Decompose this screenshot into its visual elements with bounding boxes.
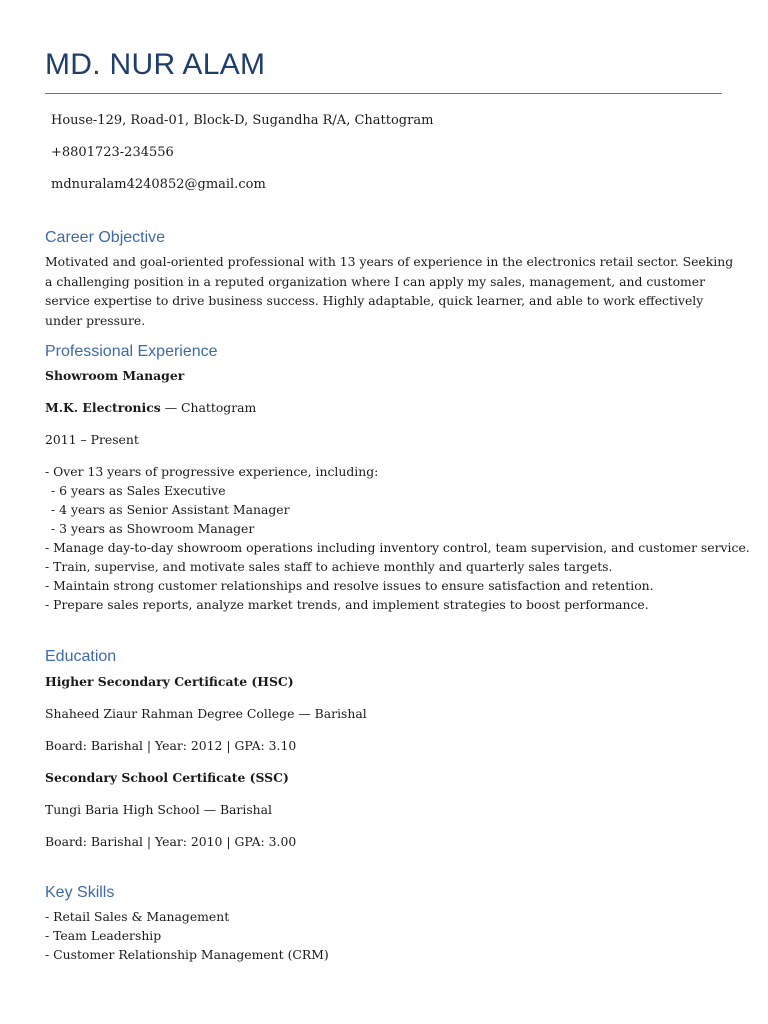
experience-role: Showroom Manager (45, 368, 185, 383)
section-title-education: Education (45, 648, 117, 665)
contact-phone: +8801723-234556 (51, 145, 174, 160)
header-divider (45, 93, 722, 94)
list-item: - Retail Sales & Management (45, 909, 230, 924)
career-objective-text: Motivated and goal-oriented professional with 13 years of experience in the electronics retail sector. Seeking a challenging position in a reputed organization where I can apply my sales, management, and customer service expertise to drive business success. Highly adaptable, quick learner, and able to work effectively under pressure. (45, 254, 734, 328)
list-item: - Manage day-to-day showroom operations including inventory control, team supervision, and customer service. (45, 540, 750, 555)
experience-company-line (45, 398, 256, 417)
education-ssc-details: Board: Barishal | Year: 2010 | GPA: 3.00 (45, 834, 297, 849)
list-item: - 6 years as Sales Executive (51, 483, 226, 498)
list-item: - Prepare sales reports, analyze market trends, and implement strategies to boost performance. (45, 597, 649, 612)
list-item: - Maintain strong customer relationships and resolve issues to ensure satisfaction and retention. (45, 578, 654, 593)
skills-list (45, 907, 329, 964)
list-item: - 3 years as Showroom Manager (51, 521, 255, 536)
experience-period: 2011 – Present (45, 432, 139, 447)
education-hsc-degree: Higher Secondary Certificate (HSC) (45, 674, 294, 689)
list-item: - Team Leadership (45, 928, 162, 943)
list-item: - Over 13 years of progressive experience, including: (45, 464, 379, 479)
list-item: - Customer Relationship Management (CRM) (45, 947, 329, 962)
education-hsc-details: Board: Barishal | Year: 2012 | GPA: 3.10 (45, 738, 297, 753)
contact-email: mdnuralam4240852@gmail.com (51, 177, 266, 192)
education-hsc-school: Shaheed Ziaur Rahman Degree College — Barishal (45, 706, 367, 721)
candidate-name: MD. NUR ALAM (45, 48, 266, 81)
education-ssc-degree: Secondary School Certificate (SSC) (45, 770, 289, 785)
contact-address: House-129, Road-01, Block-D, Sugandha R/A, Chattogram (51, 113, 434, 128)
experience-bullets (45, 462, 750, 614)
section-title-experience: Professional Experience (45, 343, 218, 360)
section-title-career-objective: Career Objective (45, 229, 166, 246)
experience-company: M.K. Electronics (45, 400, 161, 415)
list-item: - 4 years as Senior Assistant Manager (51, 502, 290, 517)
list-item: - Train, supervise, and motivate sales staff to achieve monthly and quarterly sales targets. (45, 559, 613, 574)
experience-location: — Chattogram (160, 400, 257, 415)
section-title-skills: Key Skills (45, 884, 115, 901)
education-ssc-school: Tungi Baria High School — Barishal (45, 802, 273, 817)
